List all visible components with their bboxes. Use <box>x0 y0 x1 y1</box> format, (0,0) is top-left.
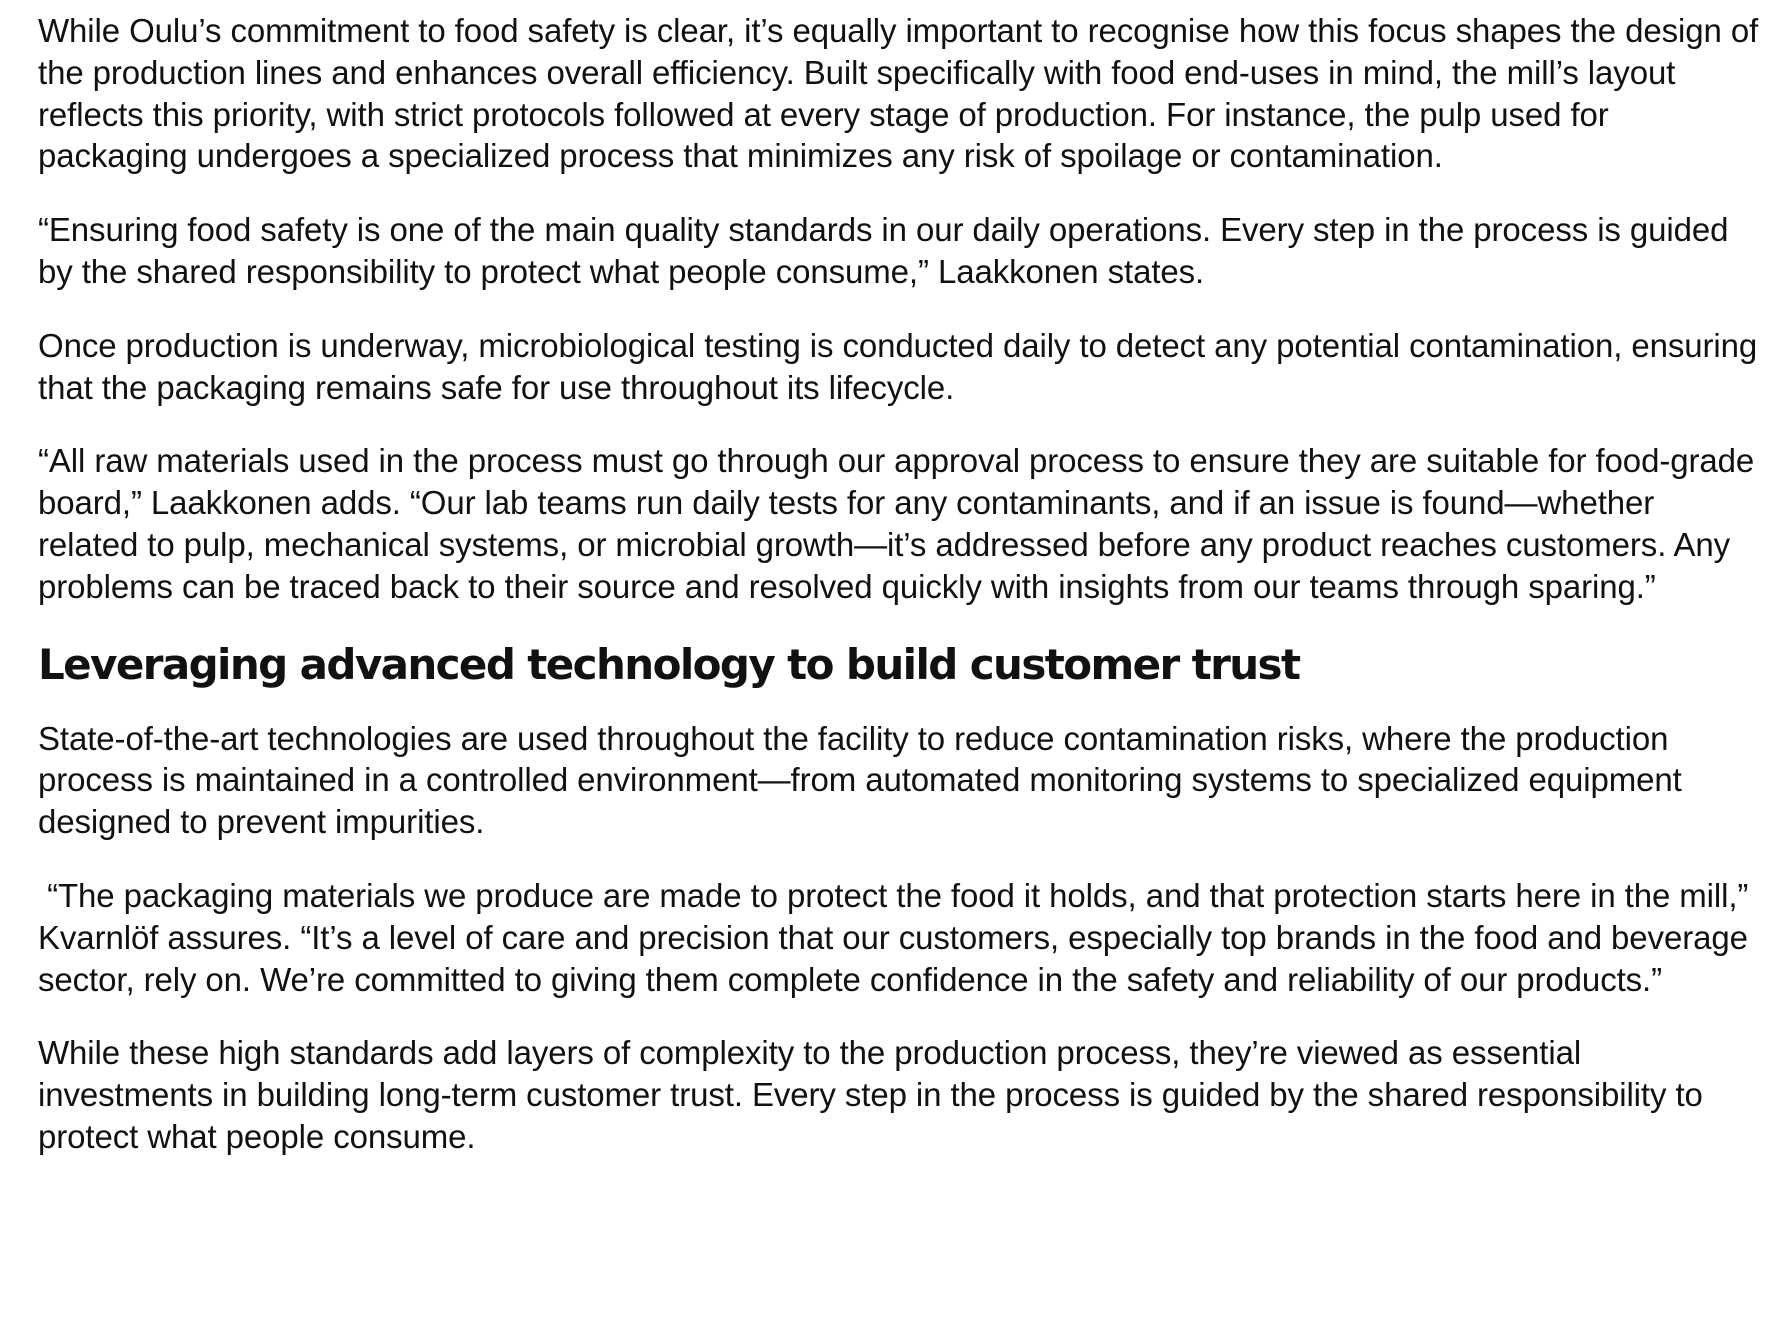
paragraph-laakkonen-quote-2: “All raw materials used in the process must go through our approval process to ensure they are suitable for food-grade board,” Laakkonen adds. “Our lab teams run daily tests for any contaminants, and if an issue is found—whether related to pulp, mechanical systems, or microbial growth—it’s addressed before any product reaches customers. Any problems can be traced back to their source and resolved quickly with insights from our teams through sparing.” <box>38 442 1755 605</box>
paragraph-kvarnlof-quote: “The packaging materials we produce are made to protect the food it holds, and that protection starts here in the mill,” Kvarnlöf assures. “It’s a level of care and precision that our customers, especially top brands in the food and beverage sector, rely on. We’re committed to giving them complete confidence in the safety and reliability of our products.” <box>38 876 1758 998</box>
paragraph-food-safety-design: While Oulu’s commitment to food safety is clear, it’s equally important to recognise how this focus shapes the design of the production lines and enhances overall efficiency. Built specifically with food end-uses in mind, the mill’s layout reflects this priority, with strict protocols followed at every stage of production. For instance, the pulp used for packaging undergoes a specialized process that minimizes any risk of spoilage or contamination. <box>38 12 1759 175</box>
paragraph-high-standards: While these high standards add layers of complexity to the production process, they’re viewed as essential investments in building long-term customer trust. Every step in the process is guided by the shared responsibility to protect what people consume. <box>38 1034 1703 1155</box>
paragraph-laakkonen-quote-1: “Ensuring food safety is one of the main quality standards in our daily operations. Every step in the process is guided by the shared responsibility to protect what people consume,” Laakkonen states. <box>38 211 1729 290</box>
paragraph-microbiological-testing: Once production is underway, microbiological testing is conducted daily to detect any potential contamination, ensuring that the packaging remains safe for use throughout its lifecycle. <box>38 326 1758 406</box>
section-heading: Leveraging advanced technology to build customer trust <box>38 639 1300 689</box>
article-body <box>38 10 1760 1190</box>
paragraph-technologies: State-of-the-art technologies are used throughout the facility to reduce contamination risks, where the production process is maintained in a controlled environment—from automated monitoring systems to specialized equipment designed to prevent impurities. <box>38 719 1682 841</box>
